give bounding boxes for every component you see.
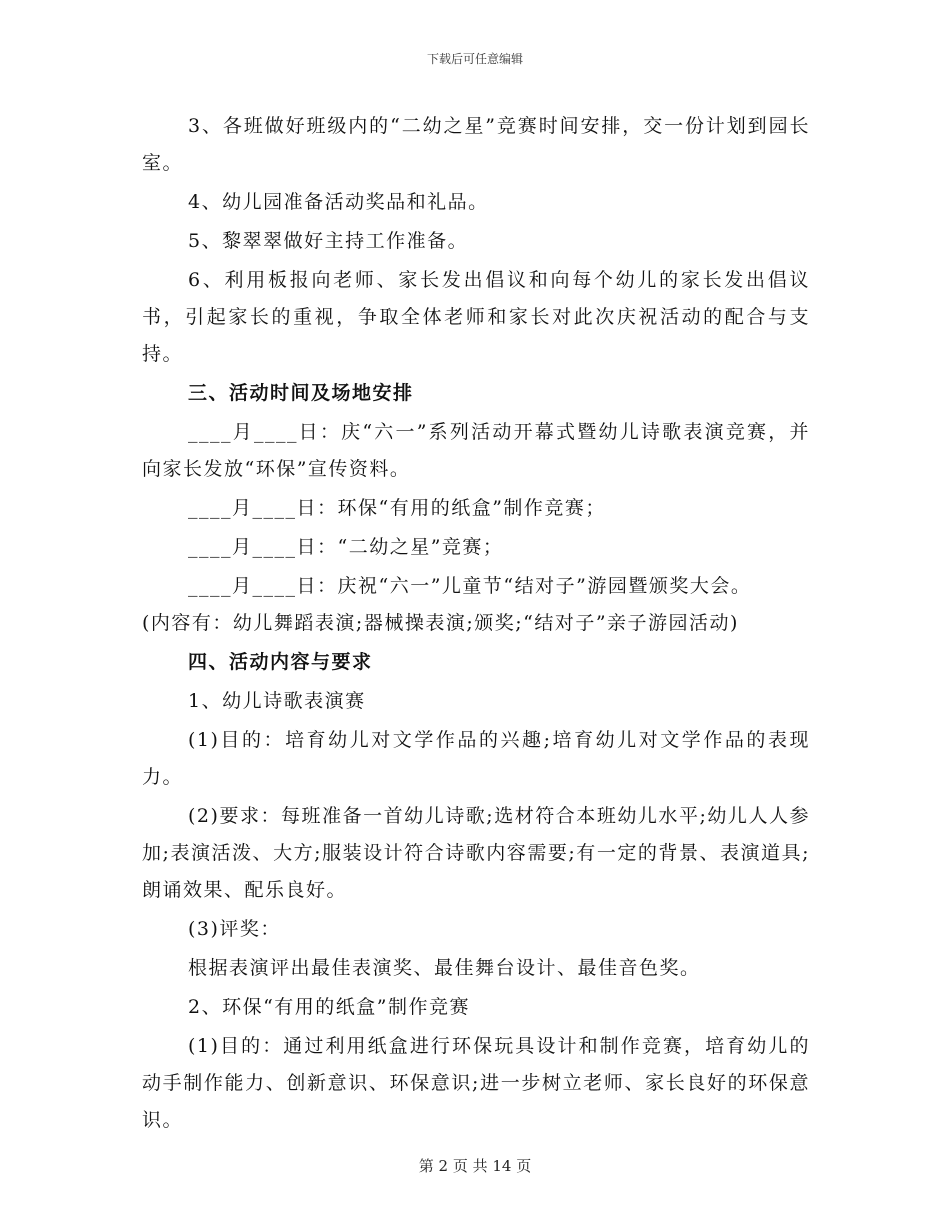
poetry-awards-text: 根据表演评出最佳表演奖、最佳舞台设计、最佳音色奖。	[188, 957, 701, 979]
poetry-requirements: (2)要求：每班准备一首幼儿诗歌;选材符合本班幼儿水平;幼儿人人参加;表演活泼、大方;服装设计符合诗歌内容需要;有一定的背景、表演道具;朗诵效果、配乐良好。	[142, 805, 810, 901]
schedule-opening: ____月____日：庆“六一”系列活动开幕式暨幼儿诗歌表演竞赛，并向家长发放“环保”宣传资料。	[142, 421, 810, 480]
box-contest-purpose: (1)目的：通过利用纸盒进行环保玩具设计和制作竞赛，培育幼儿的动手制作能力、创新意识、环保意识;进一步树立老师、家长良好的环保意识。	[142, 1035, 810, 1131]
subsection-poetry: 1、幼儿诗歌表演赛	[188, 690, 366, 712]
paragraph-item-4: 4、幼儿园准备活动奖品和礼品。	[188, 191, 489, 213]
paragraph-item-3: 3、各班做好班级内的“二幼之星”竞赛时间安排，交一份计划到园长室。	[142, 115, 810, 174]
document-body	[142, 108, 810, 1139]
schedule-box-contest: ____月____日：环保“有用的纸盒”制作竞赛；	[188, 497, 606, 519]
subsection-box-contest: 2、环保“有用的纸盒”制作竞赛	[188, 996, 471, 1018]
page-header: 下载后可任意编辑	[426, 52, 523, 66]
poetry-purpose: (1)目的：培育幼儿对文学作品的兴趣;培育幼儿对文学作品的表现力。	[142, 729, 810, 788]
schedule-star-contest: ____月____日：“二幼之星”竞赛；	[188, 536, 504, 558]
schedule-garden-party-contents: (内容有：幼儿舞蹈表演;器械操表演;颁奖;“结对子”亲子游园活动)	[142, 612, 739, 634]
paragraph-item-5: 5、黎翠翠做好主持工作准备。	[188, 230, 469, 252]
section-heading-4: 四、活动内容与要求	[188, 651, 373, 673]
schedule-garden-party: ____月____日：庆祝“六一”儿童节“结对子”游园暨颁奖大会。	[188, 575, 752, 597]
section-heading-3: 三、活动时间及场地安排	[188, 382, 414, 404]
page-footer: 第 2 页 共 14 页	[418, 1157, 532, 1175]
poetry-awards-label: (3)评奖：	[188, 918, 281, 940]
paragraph-item-6: 6、利用板报向老师、家长发出倡议和向每个幼儿的家长发出倡议书，引起家长的重视，争取全体老师和家长对此次庆祝活动的配合与支持。	[142, 269, 810, 365]
